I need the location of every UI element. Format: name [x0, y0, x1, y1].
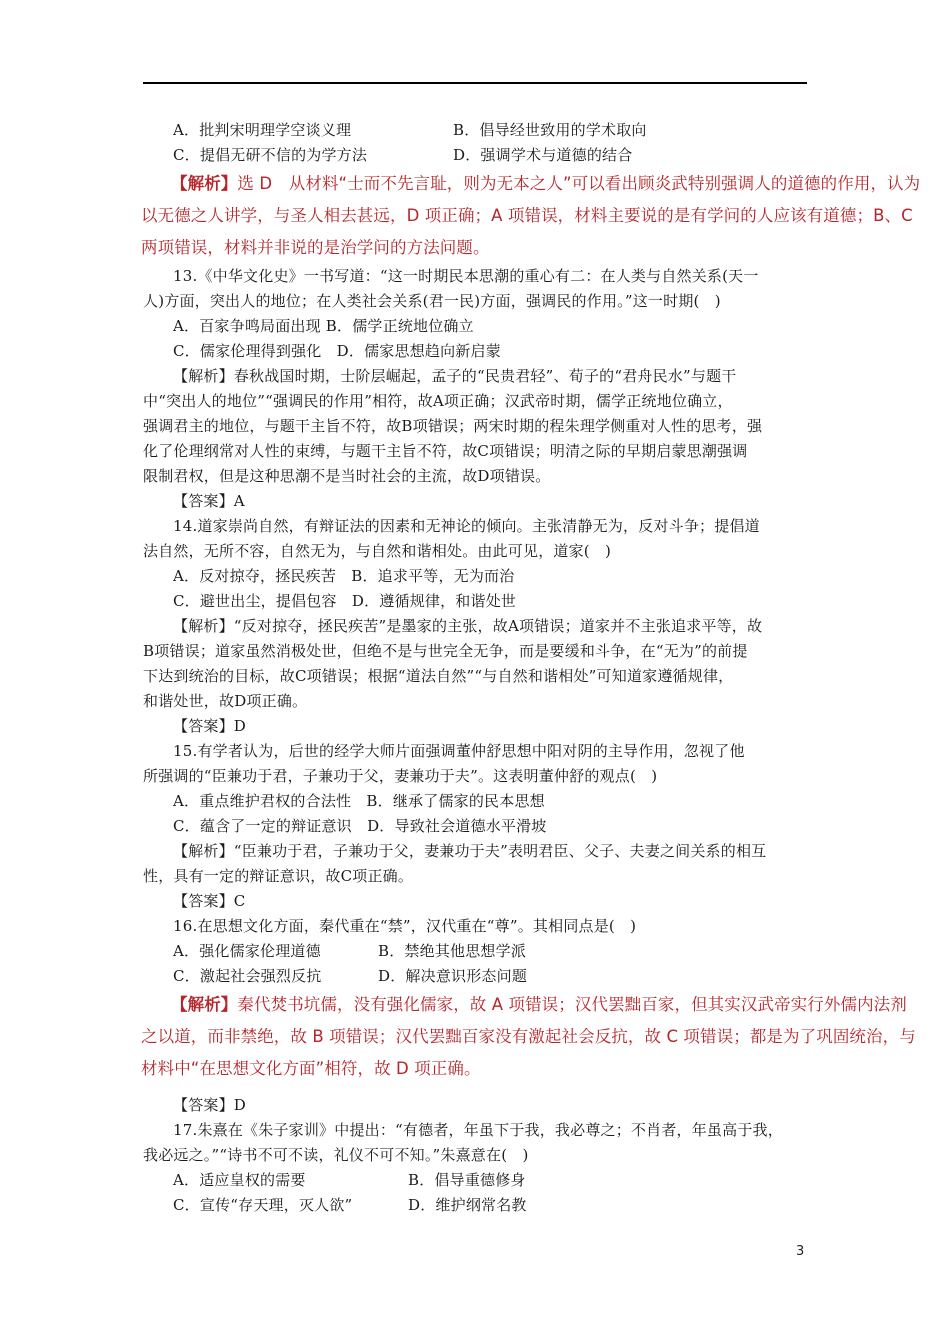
- question-stem: 我必远之。”“诗书不可不读，礼仪不可不知。”朱熹意在( ): [143, 1146, 529, 1164]
- analysis-tag: 【解析】: [171, 995, 238, 1014]
- option-d: D．解决意识形态问题: [378, 967, 528, 985]
- analysis-line: 中“突出人的地位”“强调民的作用”相符，故A项正确；汉武帝时期，儒学正统地位确立，: [143, 392, 733, 410]
- question-17: [143, 1118, 807, 1218]
- answer: 【答案】D: [173, 717, 247, 735]
- option-row: [143, 143, 807, 168]
- analysis-line: B项错误；道家虽然消极处世，但绝不是与世完全无争，而是要缓和斗争，在“无为”的前提: [143, 642, 748, 660]
- question-13: [143, 264, 807, 514]
- analysis-tag: 【解析】: [171, 174, 238, 193]
- question-16: [141, 914, 916, 1118]
- option-a: A．批判宋明理学空谈义理: [173, 121, 352, 139]
- analysis-line: 材料中“在思想文化方面”相符，故 D 项正确。: [141, 1059, 481, 1078]
- option-d: D．维护纲常名教: [408, 1196, 527, 1214]
- option-row: C．蕴含了一定的辩证意识 D．导致社会道德水平滑坡: [173, 817, 547, 835]
- analysis-line: 【解析】春秋战国时期，士阶层崛起，孟子的“民贵君轻”、荀子的“君舟民水”与题干: [173, 367, 737, 385]
- question-stem: 人)方面，突出人的地位；在人类社会关系(君一民)方面，强调民的作用。”这一时期( ): [143, 292, 721, 310]
- option-row: C．避世出尘，提倡包容 D．遵循规律，和谐处世: [173, 592, 517, 610]
- option-row: A．百家争鸣局面出现 B．儒学正统地位确立: [173, 317, 474, 335]
- option-row: A．反对掠夺，拯民疾苦 B．追求平等，无为而治: [173, 567, 515, 585]
- question-14: [143, 514, 807, 739]
- option-row: C．儒家伦理得到强化 D．儒家思想趋向新启蒙: [173, 342, 501, 360]
- option-c: C．激起社会强烈反抗: [173, 967, 322, 985]
- question-stem: 所强调的“臣兼功于君，子兼功于父，妻兼功于夫”。这表明董仲舒的观点( ): [143, 767, 658, 785]
- page-number: 3: [796, 1244, 805, 1259]
- option-b: B．倡导重德修身: [408, 1171, 526, 1189]
- analysis-line: 【解析】“臣兼功于君，子兼功于父，妻兼功于夫”表明君臣、父子、夫妻之间关系的相互: [173, 842, 767, 860]
- analysis-line: 之以道，而非禁绝，故 B 项错误；汉代罢黜百家没有激起社会反抗，故 C 项错误；都是为了巩固统治，与: [141, 1027, 916, 1046]
- document-page: [141, 118, 921, 1218]
- analysis-line: 以无德之人讲学，与圣人相去甚远，D 项正确；A 项错误，材料主要说的是有学问的人应该有道德；B、C: [141, 206, 913, 225]
- header-rule: [143, 82, 807, 84]
- analysis-line: 选 D 从材料“士而不先言耻，则为无本之人”可以看出顾炎武特别强调人的道德的作用，认为: [237, 174, 921, 193]
- analysis-line: 限制君权，但是这种思潮不是当时社会的主流，故D项错误。: [143, 467, 551, 485]
- option-d: D．强调学术与道德的结合: [453, 146, 633, 164]
- question-stem: 13.《中华文化史》一书写道：“这一时期民本思潮的重心有二：在人类与自然关系(天一: [173, 267, 759, 285]
- analysis-red: [141, 989, 931, 1085]
- analysis-line: 化了伦理纲常对人性的束缚，与题干主旨不符，故C项错误；明清之际的早期启蒙思潮强调: [143, 442, 748, 460]
- option-c: C．宣传“存天理，灭人欲”: [173, 1196, 353, 1214]
- answer: 【答案】D: [173, 1096, 247, 1114]
- question-stem: 15.有学者认为，后世的经学大师片面强调董仲舒思想中阳对阴的主导作用，忽视了他: [173, 742, 745, 760]
- option-row: [143, 1193, 807, 1218]
- option-c: C．提倡无研不信的为学方法: [173, 146, 368, 164]
- analysis-line: 下达到统治的目标，故C项错误；根据“道法自然”“与自然和谐相处”可知道家遵循规律，: [143, 667, 734, 685]
- analysis-line: 【解析】“反对掠夺，拯民疾苦”是墨家的主张，故A项错误；道家并不主张追求平等，故: [173, 617, 763, 635]
- option-row: [143, 964, 807, 989]
- question-stem: 16.在思想文化方面，秦代重在“禁”，汉代重在“尊”。其相同点是( ): [173, 917, 637, 935]
- answer: 【答案】A: [173, 492, 245, 510]
- question-stem: 17.朱熹在《朱子家训》中提出：“有德者，年虽下于我，我必尊之；不肖者，年虽高于我，: [173, 1121, 783, 1139]
- option-row: [143, 1168, 807, 1193]
- question-stem: 法自然，无所不容，自然无为，与自然和谐相处。由此可见，道家( ): [143, 542, 612, 560]
- analysis-line: 强调君主的地位，与题干主旨不符，故B项错误；两宋时期的程朱理学侧重对人性的思考，强: [143, 417, 763, 435]
- analysis-line: 和谐处世，故D项正确。: [143, 692, 308, 710]
- question-stem: 14.道家崇尚自然，有辩证法的因素和无神论的倾向。主张清静无为，反对斗争；提倡道: [173, 517, 760, 535]
- option-row: A．重点维护君权的合法性 B．继承了儒家的民本思想: [173, 792, 545, 810]
- analysis-red: [141, 168, 931, 264]
- option-a: A．适应皇权的需要: [173, 1171, 306, 1189]
- option-row: [143, 939, 807, 964]
- option-b: B．倡导经世致用的学术取向: [453, 121, 647, 139]
- option-a: A．强化儒家伦理道德: [173, 942, 321, 960]
- analysis-line: 秦代焚书坑儒，没有强化儒家，故 A 项错误；汉代罢黜百家，但其实汉武帝实行外儒内法剂: [237, 995, 907, 1014]
- analysis-line: 性，具有一定的辩证意识，故C项正确。: [143, 867, 414, 885]
- question-15: [143, 739, 807, 914]
- option-b: B．禁绝其他思想学派: [378, 942, 527, 960]
- answer: 【答案】C: [173, 892, 246, 910]
- option-row: [143, 118, 807, 143]
- analysis-line: 两项错误，材料并非说的是治学问的方法问题。: [141, 238, 490, 257]
